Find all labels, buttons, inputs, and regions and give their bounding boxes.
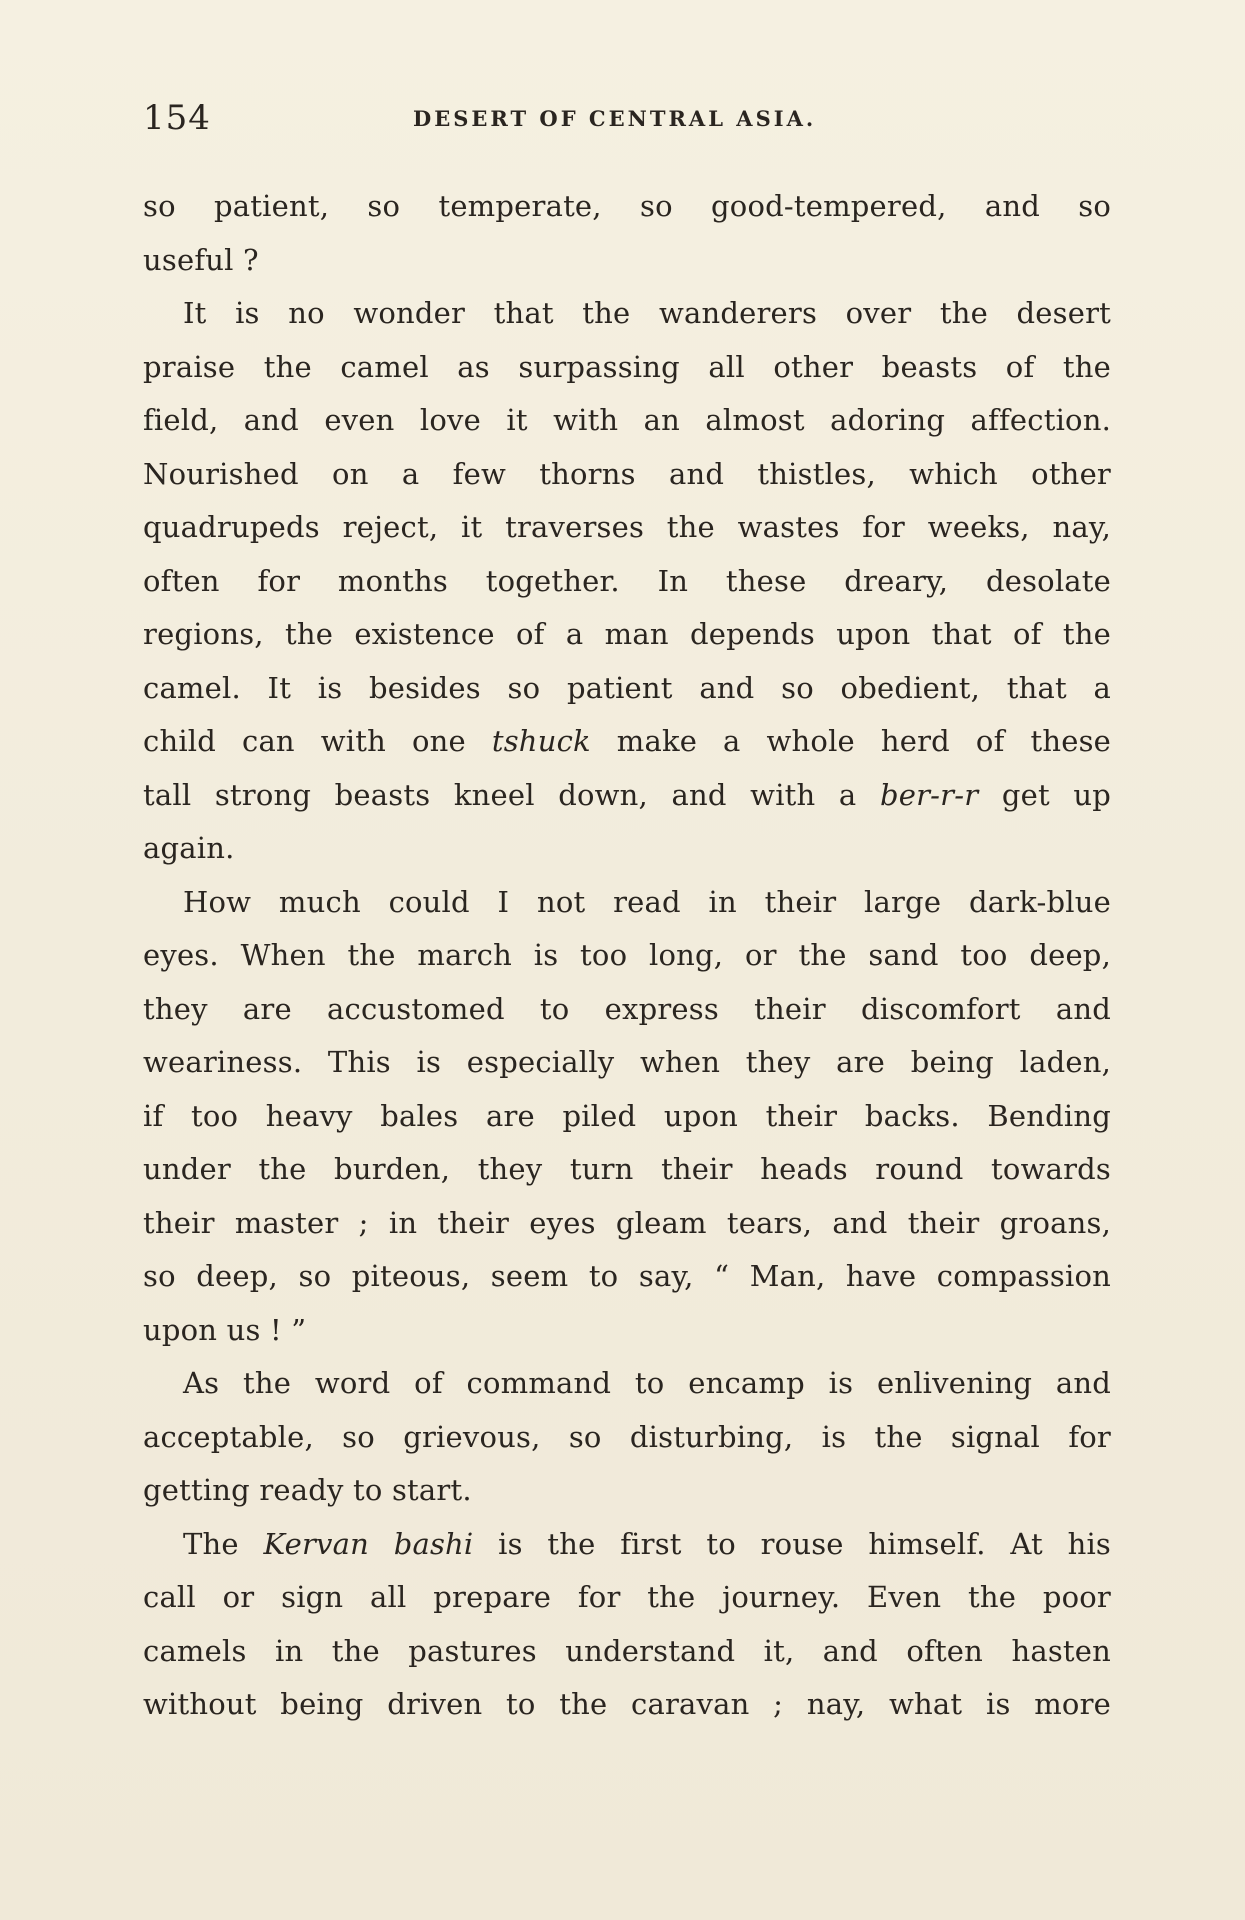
italic-word: Kervan bashi [263,1526,474,1561]
text-line: As the word of command to encamp is enlivening and [183,1366,1111,1400]
text-line: quadrupeds reject, it traverses the wastes for weeks, nay, [143,510,1111,544]
text-line: weariness. This is especially when they are being laden, [143,1045,1111,1079]
text-line [143,769,1111,823]
text-line: they are accustomed to express their discomfort and [143,991,1111,1026]
text-line: camel. It is besides so patient and so obedient, that a [143,670,1111,705]
italic-word: ber-r-r [879,777,979,812]
text-segment: is the first to rouse himself. At his [498,1526,1112,1561]
text-segment: The [183,1526,239,1561]
italic-word: tshuck [491,724,591,758]
text-line: eyes. When the march is too long, or the sand too deep, [143,938,1111,972]
body-text [143,180,1111,1732]
text-line: again. [143,831,235,865]
text-line: so patient, so temperate, so good-tempered, and so [143,189,1111,223]
text-line: upon us ! ” [143,1312,307,1347]
text-line [143,715,1111,769]
text-line: getting ready to start. [143,1473,472,1507]
text-segment: make a whole herd of these [616,724,1112,758]
text-line: How much could I not read in their large dark-blue [183,884,1111,919]
text-line: call or sign all prepare for the journey. Even the poor [143,1580,1111,1614]
text-line: praise the camel as surpassing all other beasts of the [143,349,1111,384]
text-segment: get up [1001,777,1112,812]
text-segment: tall strong beasts kneel down, and with a [143,777,857,812]
page-number: 154 [143,98,211,138]
text-line: without being driven to the caravan ; nay, what is more [143,1687,1111,1721]
text-line: acceptable, so grievous, so disturbing, is the signal for [143,1419,1111,1454]
text-line: so deep, so piteous, seem to say, “ Man, have compassion [143,1259,1111,1293]
text-segment: child can with one [143,724,466,758]
running-head [143,98,1113,138]
text-line [143,1518,1111,1572]
text-line: often for months together. In these dreary, desolate [143,563,1111,598]
text-line: It is no wonder that the wanderers over the desert [183,296,1111,330]
text-line: field, and even love it with an almost adoring affection. [143,403,1111,437]
text-line: useful ? [143,242,259,277]
running-title: DESERT OF CENTRAL ASIA. [413,106,817,131]
text-line: if too heavy bales are piled upon their backs. Bending [143,1098,1111,1133]
text-line: Nourished on a few thorns and thistles, which other [143,456,1111,491]
text-line: regions, the existence of a man depends upon that of the [143,617,1111,651]
text-line: camels in the pastures understand it, and often hasten [143,1633,1111,1668]
text-line: under the burden, they turn their heads round towards [143,1152,1111,1186]
text-line: their master ; in their eyes gleam tears, and their groans, [143,1205,1111,1240]
